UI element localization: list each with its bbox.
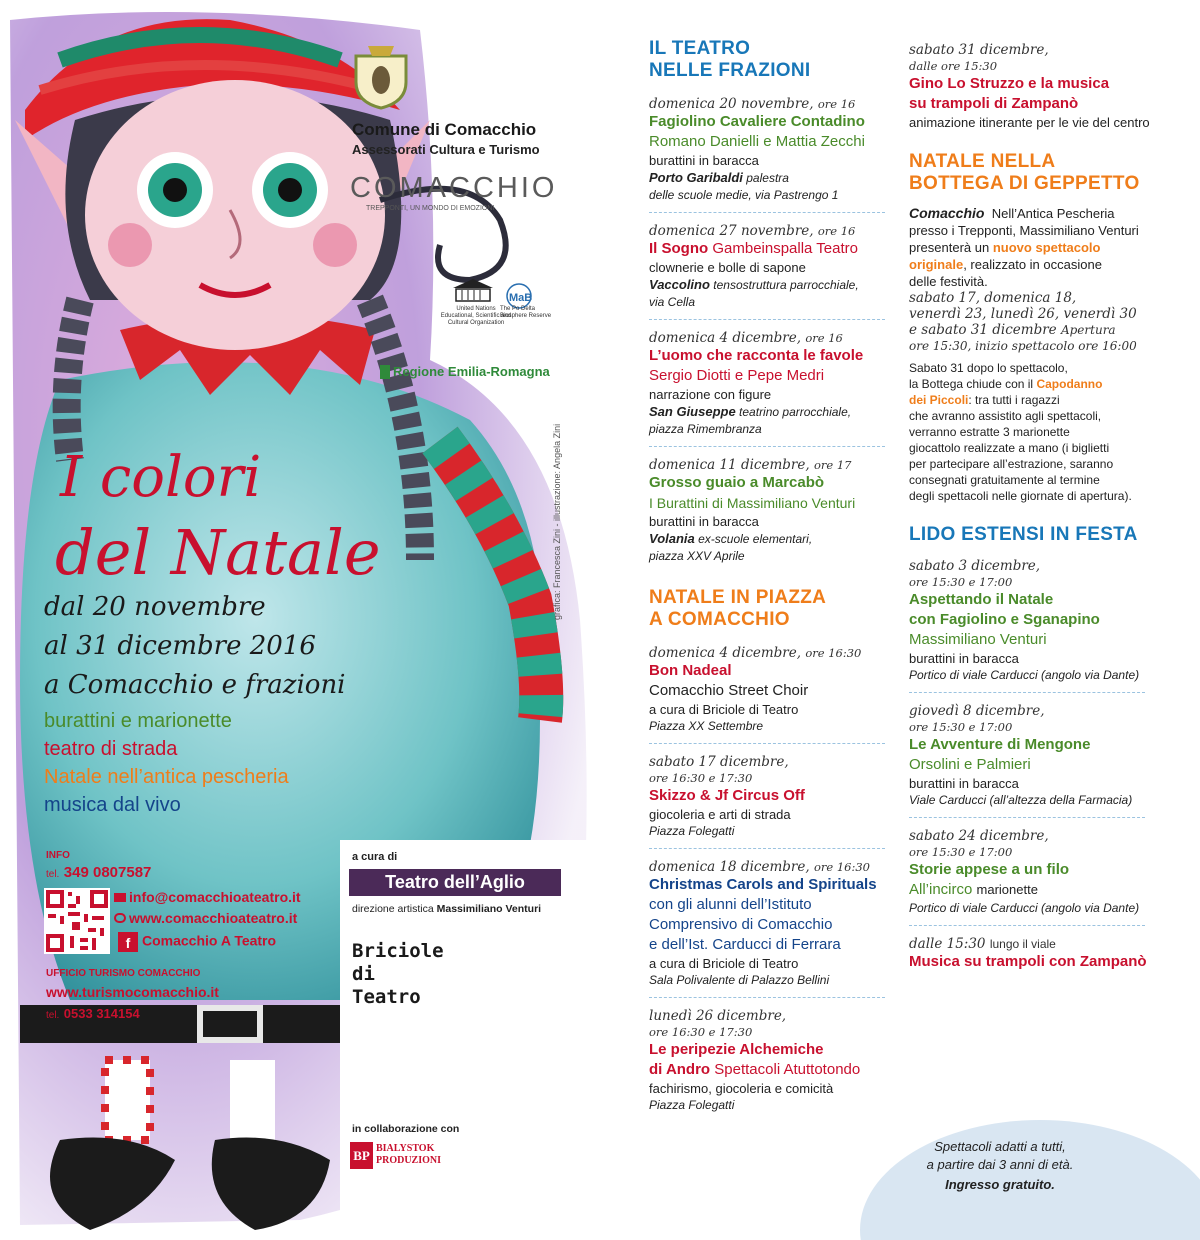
event-gino-lo-struzzo: sabato 31 dicembre, dalle ore 15:30 Gino Lo Struzzo e la musica su trampoli di Zampanò animazione itinerante per le vie del centro	[909, 42, 1150, 130]
section-heading-lido: LIDO ESTENSI IN FESTA	[909, 524, 1138, 545]
title-line2: del Natale	[55, 516, 381, 589]
direzione-artistica: direzione artistica Massimiliano Venturi	[352, 903, 542, 915]
event-skizzo: sabato 17 dicembre, ore 16:30 e 17:30 Skizzo & Jf Circus Off giocoleria e arti di strada Piazza Folegatti	[649, 754, 805, 838]
comune-name: Comune di Comacchio	[352, 120, 537, 139]
comune-coat-of-arms	[350, 38, 412, 110]
regione-logo: Regione Emilia-Romagna	[380, 365, 550, 379]
dates-line1: dal 20 novembre	[44, 592, 266, 622]
separator	[649, 997, 885, 998]
themes-list	[44, 707, 289, 819]
theme-item: teatro di strada	[44, 738, 178, 760]
ufficio-label: UFFICIO TURISMO COMACCHIO	[46, 968, 201, 979]
theme-item: burattini e marionette	[44, 710, 232, 732]
facebook-icon: f	[118, 932, 138, 952]
section-heading-piazza: NATALE IN PIAZZA A COMACCHIO	[649, 587, 827, 630]
info-label: INFO	[46, 850, 70, 861]
svg-text:MaB: MaB	[509, 292, 533, 304]
event-grosso-guaio: domenica 11 dicembre, ore 17 Grosso guaio a Marcabò I Burattini di Massimiliano Venturi burattini in baracca Volania ex-scuole elementari, piazza XXV Aprile	[649, 457, 856, 563]
elf-face	[85, 80, 385, 350]
envelope-icon	[114, 893, 126, 902]
section-heading-frazioni: IL TEATRO NELLE FRAZIONI	[649, 38, 811, 81]
dates-line3: a Comacchio e frazioni	[44, 670, 346, 700]
mab-text: The Po Delta Biosphere Reserve	[500, 306, 552, 319]
qr-code[interactable]	[44, 888, 110, 954]
illustration-credit: grafica: Francesca Zini - illustrazione: Angela Zini	[552, 423, 562, 620]
globe-icon	[114, 913, 126, 923]
acura-label: a cura di	[352, 851, 398, 863]
collaborazione-label: in collaborazione con	[352, 1123, 460, 1135]
title-line1: I colori	[60, 445, 262, 510]
event-aspettando-natale: sabato 3 dicembre, ore 15:30 e 17:00 Aspettando il Natale con Fagiolino e Sganapino Massimiliano Venturi burattini in baracca Portico di viale Carducci (angolo via Dante)	[909, 558, 1140, 682]
column-frazioni	[649, 38, 899, 1122]
info-phone: tel. 349 0807587	[46, 864, 152, 881]
bialystok-bp-mark: BP	[350, 1142, 373, 1169]
website-link[interactable]: www.comacchioateatro.it	[114, 910, 297, 926]
comacchio-logo: COMACCHIO	[350, 172, 558, 204]
theme-item: musica dal vivo	[44, 794, 181, 816]
separator	[909, 817, 1145, 818]
separator	[909, 925, 1145, 926]
email-link[interactable]: info@comacchioateatro.it	[114, 889, 301, 905]
facebook-link[interactable]: f Comacchio A Teatro	[118, 932, 276, 952]
section-heading-geppetto: NATALE NELLA BOTTEGA DI GEPPETTO	[909, 151, 1140, 194]
separator	[649, 743, 885, 744]
event-fagiolino: domenica 20 novembre, ore 16 Fagiolino Cavaliere Contadino Romano Danielli e Mattia Zecchi burattini in baracca Porto Garibaldi palestra delle scuole medie, via Pastrengo 1	[649, 96, 865, 202]
teatro-aglio-logo: Teatro dell’Aglio	[349, 869, 561, 896]
unesco-text: United Nations Educational, Scientific and Cultural Organization	[440, 306, 512, 326]
event-il-sogno: domenica 27 novembre, ore 16 Il Sogno Gambeinspalla Teatro clownerie e bolle di sapone Vaccolino tensostruttura parrocchiale, via Cella	[649, 223, 859, 309]
assessorati: Assessorati Cultura e Turismo	[352, 142, 540, 157]
bottega-description: Comacchio Nell’Antica Pescheria presso i Trepponti, Massimiliano Venturi presenterà un nuovo spettacolo originale, realizzato in occasione delle festività. sabato 17, domenica 18, venerdì 23, lunedì 26, venerdì 30 e sabato 31 dicembre Apertura ore 15:30, inizio spettacolo ore 16:00 Sabato 31 dopo lo spettacolo, la Bottega chiude con il Capodanno dei Piccoli: tra tutti i ragazzi che avranno assistito agli spettacoli, verranno estratte 3 marionette giocattolo realizzate a mano (i biglietti per partecipare all’estrazione, saranno consegnati gratuitamente al termine degli spettacoli nelle giornate di apertura).	[909, 205, 1139, 503]
event-bon-nadeal: domenica 4 dicembre, ore 16:30 Bon Nadeal Comacchio Street Choir a cura di Briciole di Teatro Piazza XX Settembre	[649, 645, 862, 733]
event-peripezie: lunedì 26 dicembre, ore 16:30 e 17:30 Le peripezie Alchemiche di Andro Spettacoli Atuttotondo fachirismo, giocoleria e comicità Piazza Folegatti	[649, 1008, 861, 1112]
briciole-logo: Briciole di Teatro	[352, 940, 444, 1008]
separator	[649, 446, 885, 447]
column-geppetto-lido	[909, 42, 1179, 980]
footer-note: Spettacoli adatti a tutti, a partire dai 3 anni di età. Ingresso gratuito.	[926, 1139, 1074, 1192]
bialystok-logo: BIALYSTOK PRODUZIONI	[376, 1143, 442, 1166]
separator	[649, 212, 885, 213]
ufficio-phone: tel. 0533 314154	[46, 1006, 140, 1021]
separator	[909, 692, 1145, 693]
event-storie-appese: sabato 24 dicembre, ore 15:30 e 17:00 Storie appese a un filo All’incirco marionette Portico di viale Carducci (angolo via Dante)	[909, 828, 1140, 915]
unesco-logo	[452, 278, 494, 304]
event-christmas-carols: domenica 18 dicembre, ore 16:30 Christmas Carols and Spirituals con gli alunni dell’Istituto Comprensivo di Comacchio e dell’Ist. Carducci di Ferrara a cura di Briciole di Teatro Sala Polivalente di Palazzo Bellini	[649, 859, 877, 987]
event-mengone: giovedì 8 dicembre, ore 15:30 e 17:00 Le Avventure di Mengone Orsolini e Palmieri burattini in baracca Viale Carducci (all’altezza della Farmacia)	[909, 703, 1133, 807]
theme-item: Natale nell’antica pescheria	[44, 766, 289, 788]
separator	[649, 319, 885, 320]
dates-line2: al 31 dicembre 2016	[44, 631, 316, 661]
event-trampoli: dalle 15:30 lungo il viale Musica su trampoli con Zampanò	[909, 936, 1147, 970]
comacchio-tagline: TREPPONTI, UN MONDO DI EMOZIONI	[366, 205, 495, 212]
phone-link[interactable]: 349 0807587	[63, 864, 152, 881]
event-uomo-favole: domenica 4 dicembre, ore 16 L’uomo che racconta le favole Sergio Diotti e Pepe Medri narrazione con figure San Giuseppe teatrino parrocchiale, piazza Rimembranza	[649, 330, 864, 436]
turismo-link[interactable]: www.turismocomacchio.it	[46, 984, 219, 1000]
separator	[649, 848, 885, 849]
